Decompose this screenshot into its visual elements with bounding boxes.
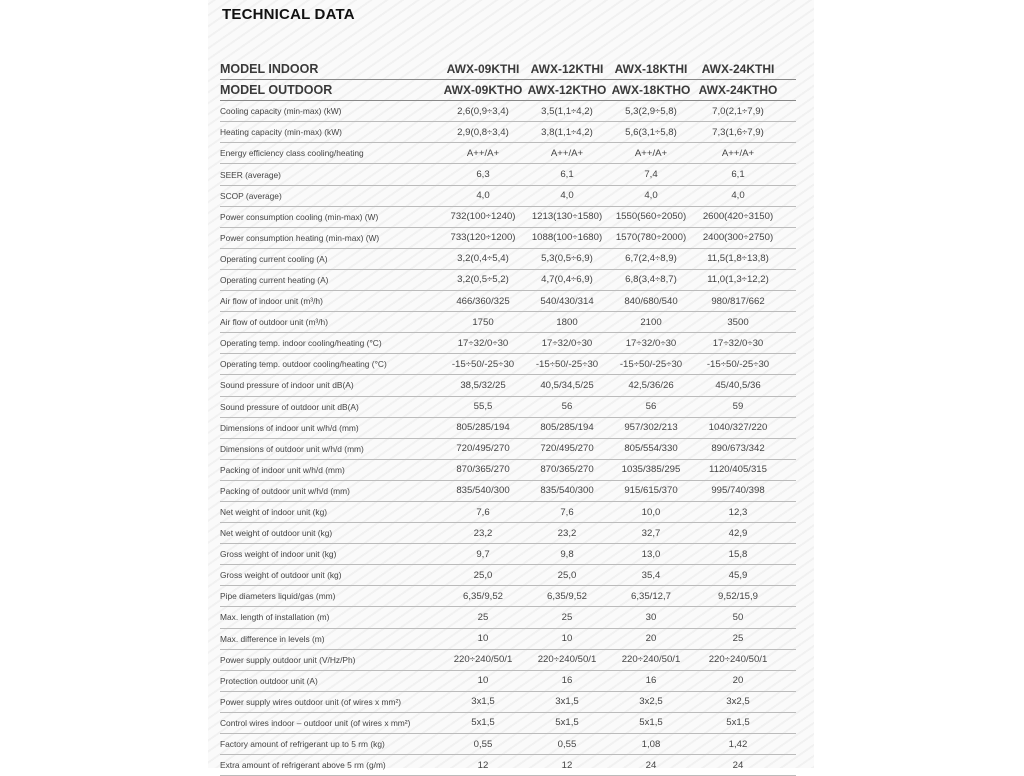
cell-value: 6,7(2,4÷8,9) xyxy=(608,248,694,269)
row-label: Net weight of outdoor unit (kg) xyxy=(220,523,440,544)
row-label: Gross weight of indoor unit (kg) xyxy=(220,544,440,565)
cell-value: 17÷32/0÷30 xyxy=(694,333,796,354)
table-row xyxy=(220,164,796,185)
cell-value: 2100 xyxy=(608,312,694,333)
cell-value: 20 xyxy=(694,670,796,691)
row-label: Dimensions of outdoor unit w/h/d (mm) xyxy=(220,438,440,459)
cell-value: 3x1,5 xyxy=(526,691,608,712)
table-row xyxy=(220,122,796,143)
table-row xyxy=(220,417,796,438)
cell-value: 17÷32/0÷30 xyxy=(608,333,694,354)
cell-value: -15÷50/-25÷30 xyxy=(608,354,694,375)
cell-value: 32,7 xyxy=(608,523,694,544)
cell-value: 5x1,5 xyxy=(526,712,608,733)
cell-value: 1088(100÷1680) xyxy=(526,227,608,248)
cell-value: 25 xyxy=(694,628,796,649)
cell-value: AWX-18KTHO xyxy=(608,80,694,101)
table-row xyxy=(220,565,796,586)
table-row xyxy=(220,586,796,607)
cell-value: 7,0(2,1÷7,9) xyxy=(694,101,796,122)
cell-value: 4,0 xyxy=(440,185,526,206)
cell-value: 50 xyxy=(694,607,796,628)
table-row xyxy=(220,269,796,290)
cell-value: 45,9 xyxy=(694,565,796,586)
cell-value: AWX-24KTHI xyxy=(694,59,796,80)
cell-value: 7,6 xyxy=(440,501,526,522)
cell-value: 0,55 xyxy=(440,734,526,755)
cell-value: 16 xyxy=(526,670,608,691)
cell-value: 40,5/34,5/25 xyxy=(526,375,608,396)
cell-value: 3,8(1,1÷4,2) xyxy=(526,122,608,143)
row-label: Power consumption heating (min-max) (W) xyxy=(220,227,440,248)
cell-value: AWX-09KTHI xyxy=(440,59,526,80)
table-row xyxy=(220,143,796,164)
cell-value: 3,5(1,1÷4,2) xyxy=(526,101,608,122)
cell-value: 5x1,5 xyxy=(694,712,796,733)
cell-value: 1040/327/220 xyxy=(694,417,796,438)
row-label: Dimensions of indoor unit w/h/d (mm) xyxy=(220,417,440,438)
cell-value: 220÷240/50/1 xyxy=(526,649,608,670)
cell-value: 10 xyxy=(440,628,526,649)
table-row xyxy=(220,544,796,565)
cell-value: 3500 xyxy=(694,312,796,333)
cell-value: 38,5/32/25 xyxy=(440,375,526,396)
cell-value: 1550(560÷2050) xyxy=(608,206,694,227)
cell-value: 25 xyxy=(526,607,608,628)
cell-value: A++/A+ xyxy=(608,143,694,164)
cell-value: 10,0 xyxy=(608,501,694,522)
cell-value: 6,1 xyxy=(694,164,796,185)
row-label: Max. difference in levels (m) xyxy=(220,628,440,649)
cell-value: A++/A+ xyxy=(526,143,608,164)
cell-value: 10 xyxy=(526,628,608,649)
cell-value: 870/365/270 xyxy=(526,459,608,480)
header-row xyxy=(220,59,796,80)
table-row xyxy=(220,206,796,227)
cell-value: 56 xyxy=(608,396,694,417)
cell-value: -15÷50/-25÷30 xyxy=(526,354,608,375)
cell-value: 220÷240/50/1 xyxy=(440,649,526,670)
cell-value: 11,5(1,8÷13,8) xyxy=(694,248,796,269)
table-row xyxy=(220,523,796,544)
cell-value: 980/817/662 xyxy=(694,291,796,312)
row-label: Protection outdoor unit (A) xyxy=(220,670,440,691)
cell-value: 6,35/12,7 xyxy=(608,586,694,607)
row-label: Operating temp. indoor cooling/heating (°C) xyxy=(220,333,440,354)
row-label: Cooling capacity (min-max) (kW) xyxy=(220,101,440,122)
cell-value: 2,9(0,8÷3,4) xyxy=(440,122,526,143)
cell-value: 5,6(3,1÷5,8) xyxy=(608,122,694,143)
cell-value: AWX-12KTHI xyxy=(526,59,608,80)
table-row xyxy=(220,607,796,628)
table-row xyxy=(220,670,796,691)
cell-value: 25,0 xyxy=(526,565,608,586)
cell-value: AWX-18KTHI xyxy=(608,59,694,80)
cell-value: AWX-09KTHO xyxy=(440,80,526,101)
cell-value: 6,3 xyxy=(440,164,526,185)
cell-value: 45/40,5/36 xyxy=(694,375,796,396)
cell-value: 805/554/330 xyxy=(608,438,694,459)
cell-value: 1,42 xyxy=(694,734,796,755)
table-row xyxy=(220,649,796,670)
cell-value: 4,7(0,4÷6,9) xyxy=(526,269,608,290)
table-row xyxy=(220,734,796,755)
row-label: MODEL OUTDOOR xyxy=(220,80,440,101)
row-label: Air flow of indoor unit (m³/h) xyxy=(220,291,440,312)
cell-value: 995/740/398 xyxy=(694,480,796,501)
cell-value: 23,2 xyxy=(526,523,608,544)
cell-value: 540/430/314 xyxy=(526,291,608,312)
cell-value: 24 xyxy=(608,755,694,776)
row-label: Max. length of installation (m) xyxy=(220,607,440,628)
cell-value: 0,55 xyxy=(526,734,608,755)
row-label: Sound pressure of outdoor unit dB(A) xyxy=(220,396,440,417)
cell-value: 42,9 xyxy=(694,523,796,544)
row-label: Heating capacity (min-max) (kW) xyxy=(220,122,440,143)
table-row xyxy=(220,227,796,248)
cell-value: 6,35/9,52 xyxy=(440,586,526,607)
cell-value: 1120/405/315 xyxy=(694,459,796,480)
cell-value: 3x1,5 xyxy=(440,691,526,712)
cell-value: 35,4 xyxy=(608,565,694,586)
cell-value: 3x2,5 xyxy=(694,691,796,712)
cell-value: 4,0 xyxy=(608,185,694,206)
cell-value: 890/673/342 xyxy=(694,438,796,459)
cell-value: 805/285/194 xyxy=(440,417,526,438)
cell-value: 16 xyxy=(608,670,694,691)
cell-value: 25 xyxy=(440,607,526,628)
cell-value: 1,08 xyxy=(608,734,694,755)
cell-value: 6,1 xyxy=(526,164,608,185)
cell-value: 9,8 xyxy=(526,544,608,565)
cell-value: 733(120÷1200) xyxy=(440,227,526,248)
cell-value: 2,6(0,9÷3,4) xyxy=(440,101,526,122)
cell-value: 7,4 xyxy=(608,164,694,185)
table-row xyxy=(220,438,796,459)
technical-data-table xyxy=(220,59,796,776)
row-label: Sound pressure of indoor unit dB(A) xyxy=(220,375,440,396)
row-label: Power supply wires outdoor unit (of wires x mm²) xyxy=(220,691,440,712)
cell-value: 6,8(3,4÷8,7) xyxy=(608,269,694,290)
cell-value: A++/A+ xyxy=(440,143,526,164)
cell-value: 55,5 xyxy=(440,396,526,417)
cell-value: 5,3(0,5÷6,9) xyxy=(526,248,608,269)
cell-value: 3,2(0,4÷5,4) xyxy=(440,248,526,269)
cell-value: 12,3 xyxy=(694,501,796,522)
cell-value: 1213(130÷1580) xyxy=(526,206,608,227)
row-label: Net weight of indoor unit (kg) xyxy=(220,501,440,522)
cell-value: 7,6 xyxy=(526,501,608,522)
cell-value: 1570(780÷2000) xyxy=(608,227,694,248)
cell-value: 957/302/213 xyxy=(608,417,694,438)
table-row xyxy=(220,248,796,269)
table-row xyxy=(220,291,796,312)
cell-value: 870/365/270 xyxy=(440,459,526,480)
cell-value: 2400(300÷2750) xyxy=(694,227,796,248)
cell-value: 1035/385/295 xyxy=(608,459,694,480)
cell-value: -15÷50/-25÷30 xyxy=(694,354,796,375)
table-row xyxy=(220,354,796,375)
cell-value: 220÷240/50/1 xyxy=(694,649,796,670)
cell-value: 13,0 xyxy=(608,544,694,565)
row-label: Power supply outdoor unit (V/Hz/Ph) xyxy=(220,649,440,670)
table-row xyxy=(220,375,796,396)
table-row xyxy=(220,333,796,354)
cell-value: 720/495/270 xyxy=(526,438,608,459)
cell-value: 720/495/270 xyxy=(440,438,526,459)
row-label: Factory amount of refrigerant up to 5 rm (kg) xyxy=(220,734,440,755)
cell-value: 840/680/540 xyxy=(608,291,694,312)
cell-value: 835/540/300 xyxy=(440,480,526,501)
cell-value: 30 xyxy=(608,607,694,628)
row-label: Packing of outdoor unit w/h/d (mm) xyxy=(220,480,440,501)
table-row xyxy=(220,755,796,776)
cell-value: 2600(420÷3150) xyxy=(694,206,796,227)
cell-value: 6,35/9,52 xyxy=(526,586,608,607)
cell-value: 59 xyxy=(694,396,796,417)
cell-value: 805/285/194 xyxy=(526,417,608,438)
cell-value: AWX-12KTHO xyxy=(526,80,608,101)
header-row xyxy=(220,80,796,101)
cell-value: 5x1,5 xyxy=(440,712,526,733)
cell-value: 56 xyxy=(526,396,608,417)
row-label: Pipe diameters liquid/gas (mm) xyxy=(220,586,440,607)
row-label: Control wires indoor – outdoor unit (of wires x mm²) xyxy=(220,712,440,733)
cell-value: AWX-24KTHO xyxy=(694,80,796,101)
cell-value: 9,7 xyxy=(440,544,526,565)
table-row xyxy=(220,396,796,417)
cell-value: 15,8 xyxy=(694,544,796,565)
cell-value: 4,0 xyxy=(694,185,796,206)
cell-value: 24 xyxy=(694,755,796,776)
cell-value: -15÷50/-25÷30 xyxy=(440,354,526,375)
cell-value: 42,5/36/26 xyxy=(608,375,694,396)
cell-value: 466/360/325 xyxy=(440,291,526,312)
table-row xyxy=(220,101,796,122)
cell-value: 220÷240/50/1 xyxy=(608,649,694,670)
cell-value: 12 xyxy=(440,755,526,776)
cell-value: 1750 xyxy=(440,312,526,333)
cell-value: 23,2 xyxy=(440,523,526,544)
cell-value: 3x2,5 xyxy=(608,691,694,712)
cell-value: A++/A+ xyxy=(694,143,796,164)
row-label: Gross weight of outdoor unit (kg) xyxy=(220,565,440,586)
cell-value: 5,3(2,9÷5,8) xyxy=(608,101,694,122)
row-label: Operating temp. outdoor cooling/heating (°C) xyxy=(220,354,440,375)
cell-value: 732(100÷1240) xyxy=(440,206,526,227)
cell-value: 3,2(0,5÷5,2) xyxy=(440,269,526,290)
table-row xyxy=(220,628,796,649)
cell-value: 11,0(1,3÷12,2) xyxy=(694,269,796,290)
cell-value: 835/540/300 xyxy=(526,480,608,501)
page-title: TECHNICAL DATA xyxy=(222,6,355,23)
row-label: Operating current heating (A) xyxy=(220,269,440,290)
table-row xyxy=(220,480,796,501)
table-row xyxy=(220,691,796,712)
cell-value: 7,3(1,6÷7,9) xyxy=(694,122,796,143)
row-label: SEER (average) xyxy=(220,164,440,185)
row-label: Power consumption cooling (min-max) (W) xyxy=(220,206,440,227)
row-label: Air flow of outdoor unit (m³/h) xyxy=(220,312,440,333)
cell-value: 17÷32/0÷30 xyxy=(440,333,526,354)
table-row xyxy=(220,712,796,733)
cell-value: 10 xyxy=(440,670,526,691)
cell-value: 5x1,5 xyxy=(608,712,694,733)
table-row xyxy=(220,185,796,206)
cell-value: 4,0 xyxy=(526,185,608,206)
row-label: Energy efficiency class cooling/heating xyxy=(220,143,440,164)
cell-value: 9,52/15,9 xyxy=(694,586,796,607)
cell-value: 20 xyxy=(608,628,694,649)
row-label: MODEL INDOOR xyxy=(220,59,440,80)
table-row xyxy=(220,501,796,522)
row-label: Operating current cooling (A) xyxy=(220,248,440,269)
cell-value: 25,0 xyxy=(440,565,526,586)
row-label: SCOP (average) xyxy=(220,185,440,206)
cell-value: 1800 xyxy=(526,312,608,333)
cell-value: 915/615/370 xyxy=(608,480,694,501)
cell-value: 12 xyxy=(526,755,608,776)
cell-value: 17÷32/0÷30 xyxy=(526,333,608,354)
table-row xyxy=(220,312,796,333)
row-label: Extra amount of refrigerant above 5 rm (g/m) xyxy=(220,755,440,776)
row-label: Packing of indoor unit w/h/d (mm) xyxy=(220,459,440,480)
table-row xyxy=(220,459,796,480)
